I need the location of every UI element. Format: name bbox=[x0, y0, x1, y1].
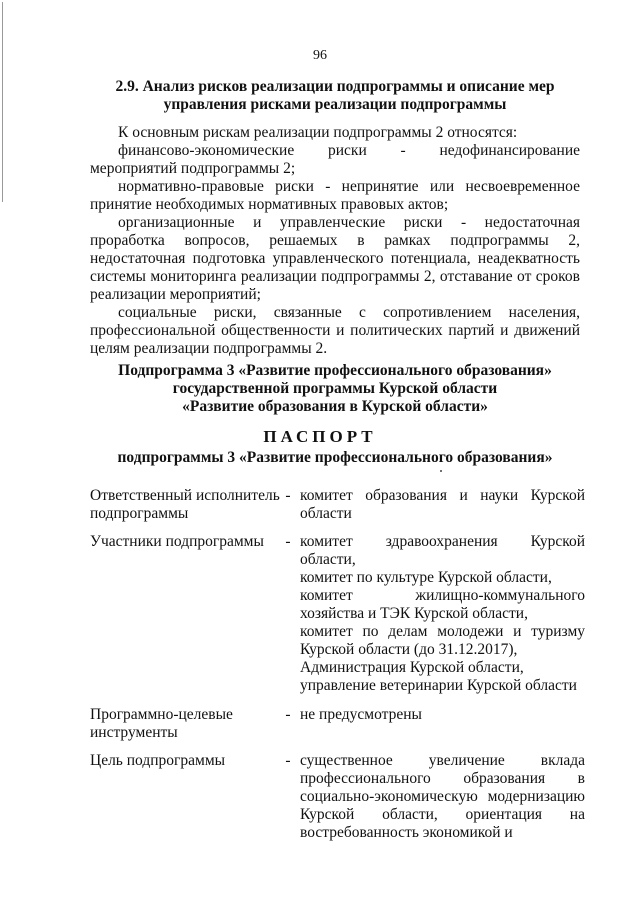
risk-organizational: организационные и управленческие риски - недостаточная проработка вопросов, решаемых в рамках подпрограммы 2, недостаточная подготовка управленческого потенциала, неадекватность системы мониторинга реализации подпрограммы 2, отставание от сроков реализации мероприятий; bbox=[90, 214, 580, 303]
risks-intro: К основным рискам реализации подпрограммы 2 относятся: bbox=[118, 124, 518, 141]
subprogram-heading-line-1: Подпрограмма 3 «Развитие профессионального образования» bbox=[118, 362, 552, 379]
row-value: существенное увеличение вклада профессионального образования в социально-экономическую модернизацию Курской области, ориентация на востребованность экономикой и bbox=[300, 752, 585, 841]
row-value: не предусмотрены bbox=[300, 706, 422, 723]
section-heading-line-2: управления рисками реализации подпрограммы bbox=[163, 96, 507, 113]
row-dash: - bbox=[285, 487, 291, 504]
section-heading-line-1: 2.9. Анализ рисков реализации подпрограммы и описание мер bbox=[115, 78, 555, 95]
passport-title: ПАСПОРТ bbox=[263, 427, 377, 446]
row-value: комитет здравоохранения Курской области, комитет по культуре Курской области, комитет жилищно-коммунального хозяйства и ТЭК Курской области, комитет по делам молодежи и туризму Курской области (до 31.12.2017), Администрация Курской области, управление ветеринарии Курской области bbox=[300, 533, 585, 694]
risk-financial: финансово-экономические риски - недофинансирование мероприятий подпрограммы 2; bbox=[90, 142, 580, 177]
row-label: Программно-целевые инструменты bbox=[90, 706, 233, 741]
passport-subtitle: подпрограммы 3 «Развитие профессионального образования» bbox=[117, 449, 553, 466]
row-label: Ответственный исполнитель подпрограммы bbox=[90, 487, 280, 522]
row-label: Цель подпрограммы bbox=[90, 752, 226, 769]
row-value: комитет образования и науки Курской области bbox=[300, 487, 585, 522]
risk-legal: нормативно-правовые риски - непринятие или несвоевременное принятие необходимых нормативных правовых актов; bbox=[90, 178, 580, 213]
subprogram-heading bbox=[90, 362, 580, 416]
row-dash: - bbox=[285, 752, 291, 769]
section-heading bbox=[90, 78, 580, 114]
risk-social: социальные риски, связанные с сопротивлением населения, профессиональной общественности и политических партий и движений целям реализации подпрограммы 2. bbox=[90, 304, 580, 357]
page-number: 96 bbox=[313, 48, 327, 63]
row-dash: - bbox=[285, 533, 291, 550]
row-label: Участники подпрограммы bbox=[90, 533, 264, 550]
left-margin-line bbox=[2, 2, 3, 202]
row-dash: - bbox=[285, 706, 291, 723]
subprogram-heading-line-2: государственной программы Курской области bbox=[172, 380, 498, 397]
scan-speck bbox=[440, 470, 442, 472]
risks-text bbox=[90, 124, 580, 358]
subprogram-heading-line-3: «Развитие образования в Курской области» bbox=[182, 398, 488, 415]
